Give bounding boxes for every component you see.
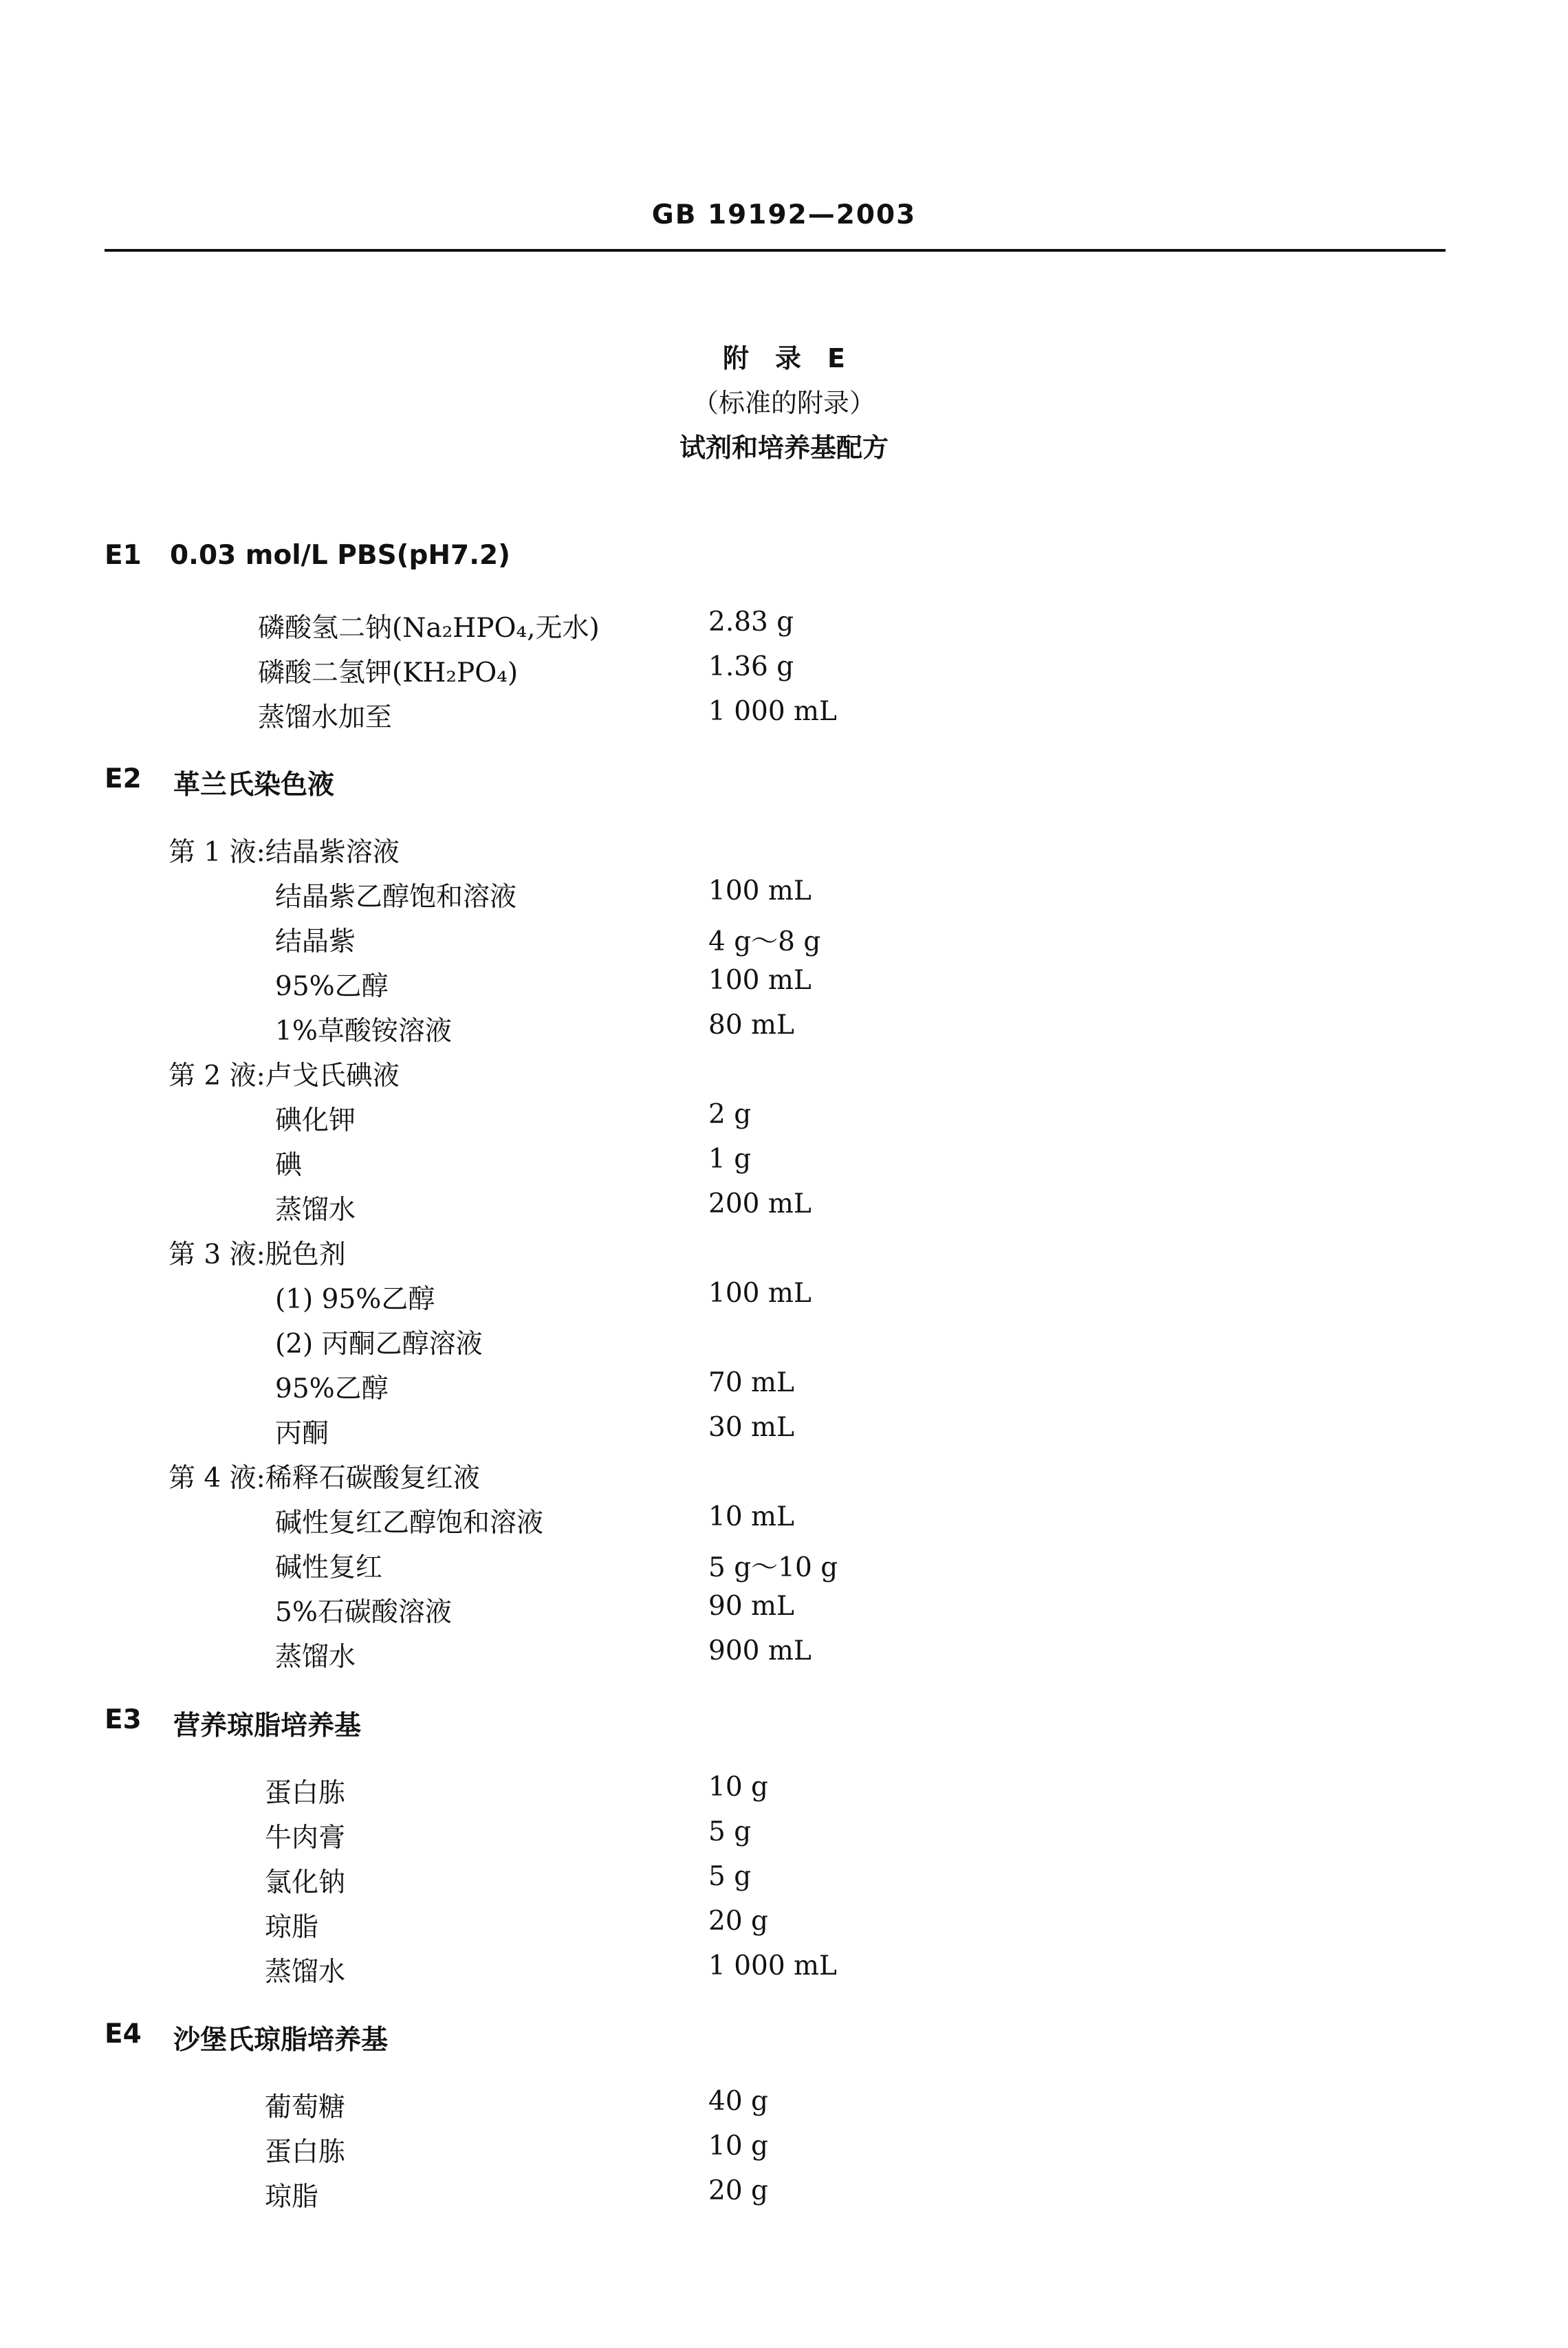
ingredient-row [258, 651, 518, 690]
ingredient-amount: 5 g [708, 1861, 752, 1892]
section-title: 革兰氏染色液 [173, 770, 335, 801]
ingredient-name: 丙酮 [275, 1418, 329, 1449]
section-code: E4 [105, 2019, 142, 2050]
ingredient-name: 蒸馏水加至 [258, 702, 393, 733]
ingredient-amount: 100 mL [708, 965, 812, 996]
header-rule [105, 249, 1446, 252]
ingredient-name: 碘化钾 [275, 1105, 356, 1136]
ingredient-name: 碱性复红乙醇饱和溶液 [275, 1508, 544, 1539]
ingredient-name: 5%石碳酸溶液 [275, 1597, 452, 1628]
ingredient-name: (2) 丙酮乙醇溶液 [275, 1329, 483, 1360]
appendix-title: 试剂和培养基配方 [679, 433, 889, 463]
ingredient-name: 蒸馏水 [265, 1957, 346, 1988]
ingredient-name: 1%草酸铵溶液 [275, 1016, 452, 1047]
ingredient-amount: 90 mL [708, 1591, 794, 1622]
ingredient-row [258, 696, 392, 735]
ingredient-name: 碱性复红 [275, 1552, 383, 1583]
ingredient-amount: 10 g [708, 2131, 768, 2162]
ingredient-amount: 1 000 mL [708, 696, 837, 727]
ingredient-amount: 100 mL [708, 1278, 812, 1309]
ingredient-name: 95%乙醇 [275, 1373, 389, 1404]
ingredient-name: 结晶紫乙醇饱和溶液 [275, 882, 517, 913]
section-title: 沙堡氏琼脂培养基 [173, 2025, 389, 2056]
ingredient-name: 碘 [275, 1150, 303, 1181]
ingredient-name: 琼脂 [265, 1912, 319, 1943]
ingredient-amount: 10 g [708, 1772, 768, 1803]
section-code: E1 [105, 540, 142, 571]
ingredient-amount: 20 g [708, 1906, 768, 1937]
ingredient-name: 磷酸二氢钾(KH₂PO₄) [258, 657, 519, 688]
ingredient-amount: 200 mL [708, 1188, 812, 1219]
ingredient-amount: 1.36 g [708, 651, 794, 682]
solution-heading: 第 1 液:结晶紫溶液 [168, 837, 400, 868]
ingredient-row [258, 607, 600, 645]
ingredient-name: 蒸馏水 [275, 1642, 356, 1673]
ingredient-amount: 900 mL [708, 1635, 812, 1666]
ingredient-name: 95%乙醇 [275, 971, 389, 1002]
ingredient-amount: 70 mL [708, 1367, 794, 1398]
ingredient-amount: 20 g [708, 2175, 768, 2206]
ingredient-name: 蛋白胨 [265, 1778, 346, 1809]
solution-heading: 第 3 液:脱色剂 [168, 1239, 346, 1270]
ingredient-amount: 5 g [708, 1816, 752, 1847]
ingredient-amount: 4 g～8 g [708, 926, 821, 957]
section-title: 营养琼脂培养基 [173, 1710, 362, 1741]
ingredient-amount: 1 000 mL [708, 1950, 837, 1981]
ingredient-name: 结晶紫 [275, 926, 356, 957]
ingredient-amount: 100 mL [708, 876, 812, 906]
ingredient-name: 氯化钠 [265, 1867, 346, 1898]
ingredient-amount: 10 mL [708, 1501, 794, 1532]
appendix-label: 附 录 E [723, 343, 845, 373]
solution-heading: 第 2 液:卢戈氏碘液 [168, 1061, 400, 1091]
ingredient-name: 琼脂 [265, 2182, 319, 2213]
document-header: GB 19192—2003 [651, 199, 917, 230]
ingredient-name: 葡萄糖 [265, 2092, 346, 2123]
ingredient-amount: 80 mL [708, 1010, 794, 1041]
ingredient-amount: 2.83 g [708, 607, 794, 638]
ingredient-name: 磷酸氢二钠(Na₂HPO₄,无水) [258, 613, 600, 644]
ingredient-name: (1) 95%乙醇 [275, 1284, 435, 1315]
ingredient-amount: 40 g [708, 2086, 768, 2117]
section-title: 0.03 mol/L PBS(pH7.2) [170, 540, 510, 571]
appendix-type: （标准的附录） [692, 388, 875, 418]
ingredient-name: 蒸馏水 [275, 1195, 356, 1226]
solution-heading: 第 4 液:稀释石碳酸复红液 [168, 1463, 480, 1494]
ingredient-amount: 5 g～10 g [708, 1552, 838, 1583]
ingredient-name: 牛肉膏 [265, 1823, 346, 1854]
ingredient-name: 蛋白胨 [265, 2137, 346, 2168]
section-code: E3 [105, 1704, 142, 1735]
ingredient-amount: 2 g [708, 1099, 752, 1130]
section-code: E2 [105, 763, 142, 794]
ingredient-amount: 1 g [708, 1144, 752, 1175]
ingredient-amount: 30 mL [708, 1412, 794, 1443]
